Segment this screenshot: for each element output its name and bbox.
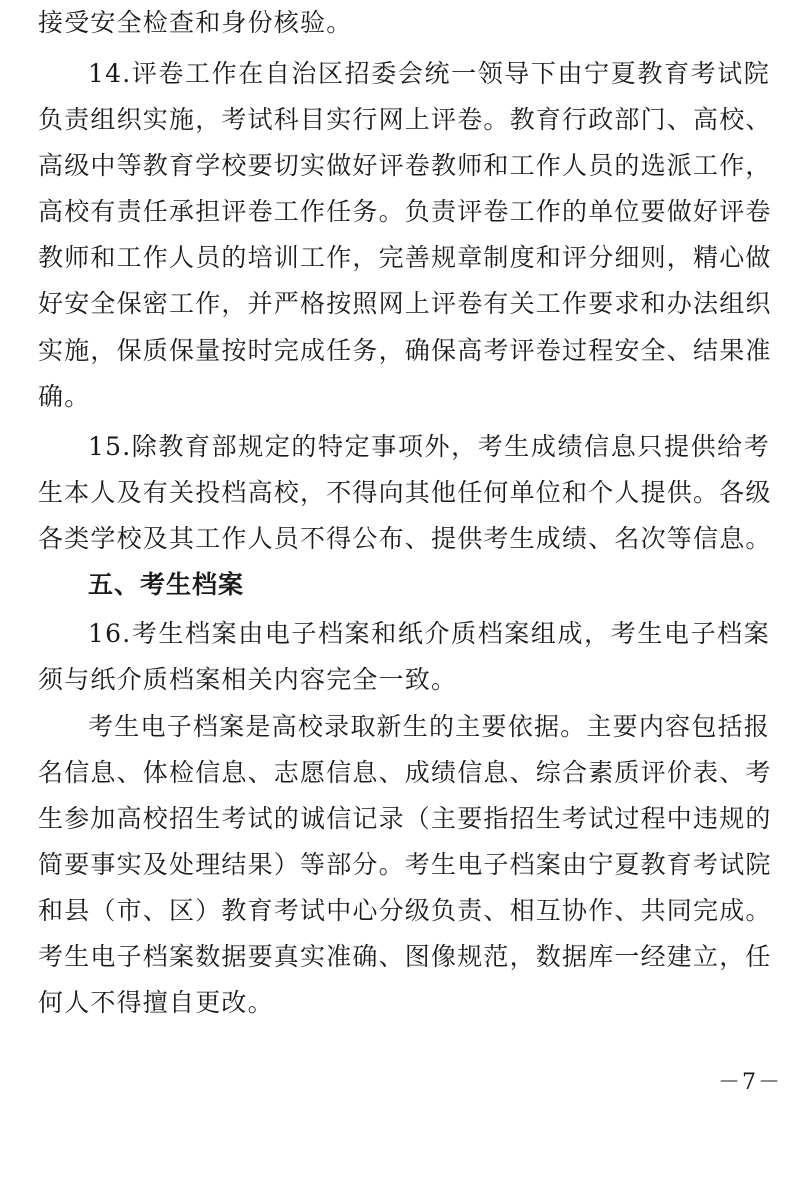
text-line: 考生电子档案数据要真实准确、图像规范，数据库一经建立，任 [38, 942, 772, 971]
text-line: 生参加高校招生考试的诚信记录（主要指招生考试过程中违规的 [38, 804, 772, 833]
text-line: 考生电子档案是高校录取新生的主要依据。主要内容包括报 [88, 712, 770, 741]
text-line: 高级中等教育学校要切实做好评卷教师和工作人员的选派工作， [38, 151, 772, 180]
text-line: 负责组织实施，考试科目实行网上评卷。教育行政部门、高校、 [38, 105, 772, 134]
text-line: 16.考生档案由电子档案和纸介质档案组成，考生电子档案 [88, 619, 770, 648]
section-heading: 五、考生档案 [88, 570, 245, 599]
text-line: 何人不得擅自更改。 [38, 988, 274, 1017]
page-number: －7－ [718, 1070, 782, 1095]
text-line: 和县（市、区）教育考试中心分级负责、相互协作、共同完成。 [38, 896, 772, 925]
text-line: 生本人及有关投档高校，不得向其他任何单位和个人提供。各级 [38, 478, 772, 507]
text-line: 高校有责任承担评卷工作任务。负责评卷工作的单位要做好评卷 [38, 197, 772, 226]
text-line: 14.评卷工作在自治区招委会统一领导下由宁夏教育考试院 [88, 59, 770, 88]
text-line: 名信息、体检信息、志愿信息、成绩信息、综合素质评价表、考 [38, 758, 772, 787]
text-line: 确。 [38, 382, 91, 411]
text-line: 15.除教育部规定的特定事项外，考生成绩信息只提供给考 [88, 432, 770, 461]
text-line: 简要事实及处理结果）等部分。考生电子档案由宁夏教育考试院 [38, 850, 772, 879]
text-line: 接受安全检查和身份核验。 [38, 8, 353, 37]
text-line: 须与纸介质档案相关内容完全一致。 [38, 665, 458, 694]
text-line: 各类学校及其工作人员不得公布、提供考生成绩、名次等信息。 [38, 524, 772, 553]
text-line: 好安全保密工作，并严格按照网上评卷有关工作要求和办法组织 [38, 289, 772, 318]
text-line: 实施，保质保量按时完成任务，确保高考评卷过程安全、结果准 [38, 336, 772, 365]
text-line: 教师和工作人员的培训工作，完善规章制度和评分细则，精心做 [38, 243, 772, 272]
